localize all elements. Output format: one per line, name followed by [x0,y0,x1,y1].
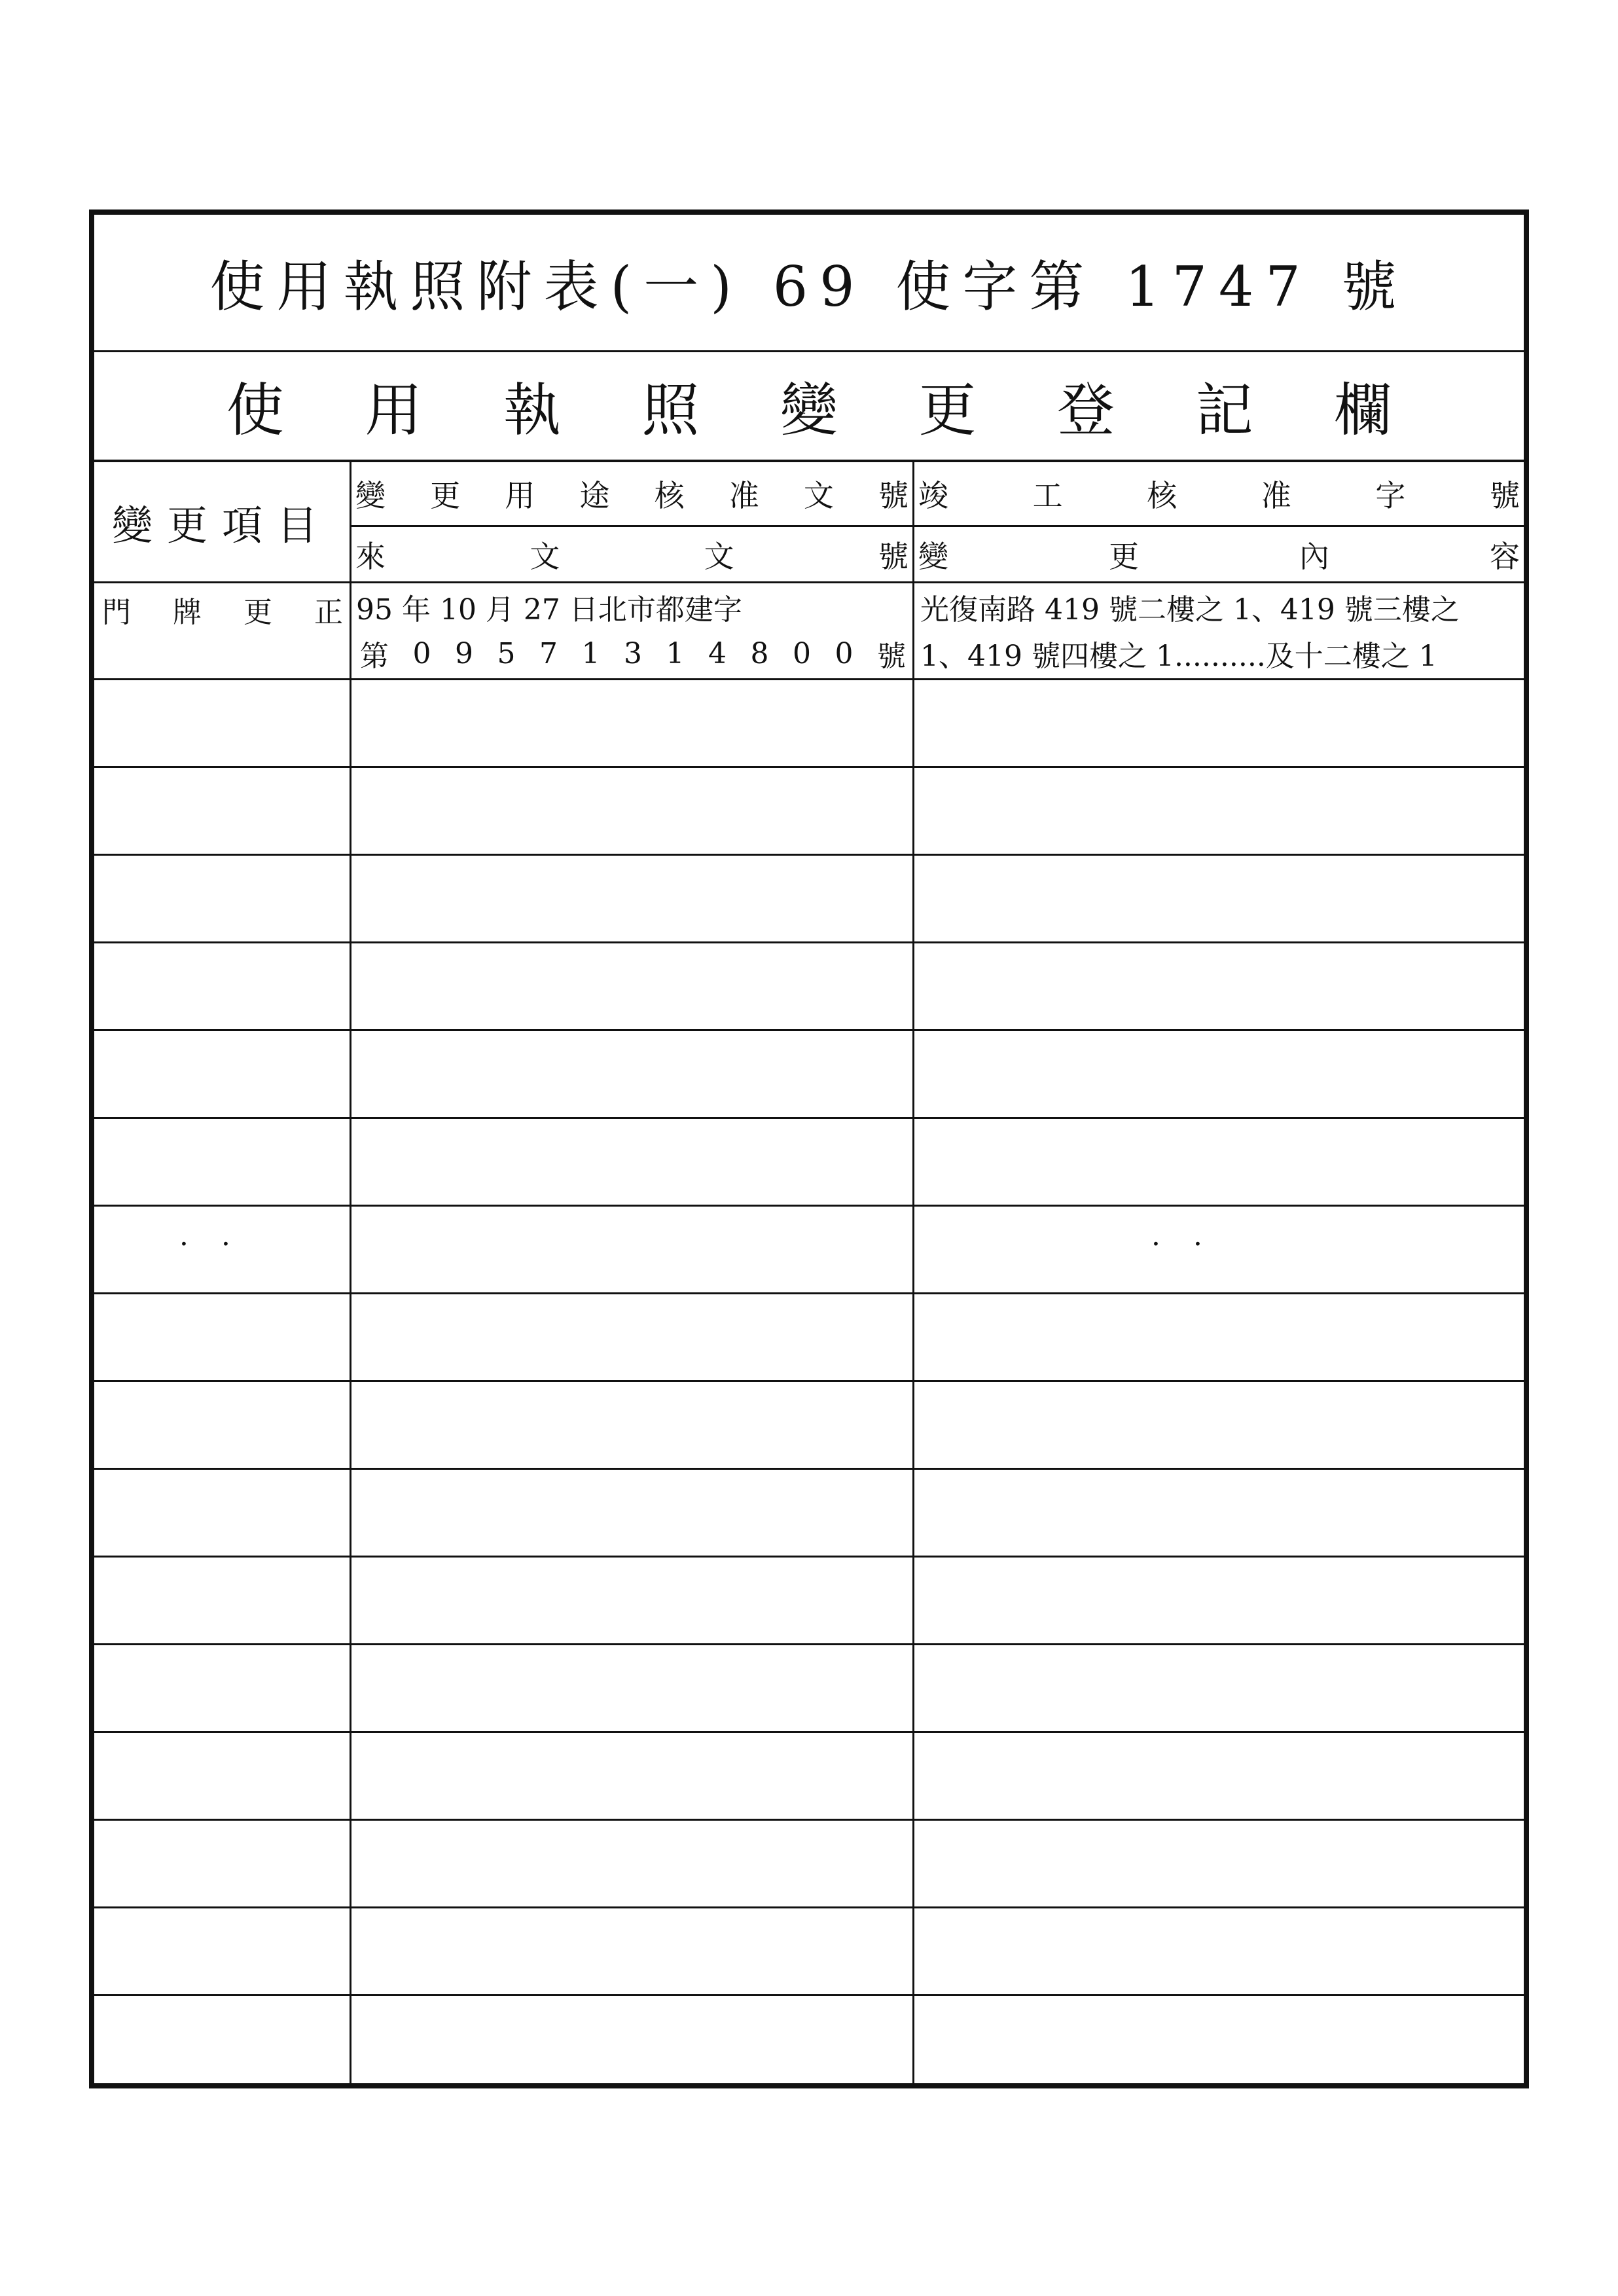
table-row [94,1994,1524,1996]
change-table [94,462,1524,2083]
entry-change-item [98,583,347,630]
header-char: 項 [222,501,278,549]
header-approval-doc-no [351,462,912,525]
entry-char: 第 [360,640,389,673]
header-char: 字 [1375,478,1406,513]
table-row [94,1380,1524,1382]
entry-content-line-1: 光復南路 419 號二樓之 1、419 號三樓之 [920,593,1460,627]
header-char: 更 [166,501,222,549]
header-char: 准 [728,478,759,513]
entry-char: 7 [539,636,558,670]
table-row [94,1906,1524,1908]
subtitle-char: 欄 [1334,376,1392,444]
entry-char: 門 [102,596,131,629]
entry-char: 5 [497,636,516,670]
header-char: 變 [111,501,167,549]
header-char: 號 [878,478,908,513]
header-char: 來 [355,538,386,574]
change-registration-form [89,210,1529,2088]
table-row [94,941,1524,943]
header-char: 准 [1261,478,1291,513]
table-row [94,766,1524,768]
table-row [94,1556,1524,1558]
table-row [94,1117,1524,1119]
entry-char: 更 [243,596,272,629]
subtitle-char: 更 [918,376,977,444]
header-char: 變 [355,478,386,513]
subtitle-char: 執 [503,376,561,444]
header-char: 途 [579,478,610,513]
header-char: 竣 [918,478,948,513]
header-char: 文 [704,538,734,574]
form-title: 使用執照附表(一) 69 使字第 1747 號 [94,215,1524,352]
header-char: 內 [1299,538,1329,574]
header-char: 號 [1489,478,1520,513]
subtitle-char: 記 [1195,376,1253,444]
entry-char: 4 [708,636,727,670]
table-row [94,678,1524,680]
column-divider [912,462,914,2083]
entry-char: 9 [455,636,473,670]
header-change-item [94,462,350,581]
form-subtitle [94,352,1524,462]
table-row [94,1029,1524,1031]
header-incoming-doc-no [351,527,912,581]
table-row [94,1292,1524,1294]
header-char: 目 [277,501,333,549]
header-char: 號 [878,538,908,574]
header-change-content [914,527,1524,581]
row-dots-left: · · [179,1227,242,1261]
entry-char: 正 [314,596,343,629]
row-dots-right: · · [1151,1227,1214,1261]
table-row [94,1819,1524,1821]
entry-char: 0 [835,636,854,670]
header-char: 用 [505,478,535,513]
entry-char: 牌 [173,596,202,629]
table-row [94,1643,1524,1645]
entry-char: 1 [666,636,685,670]
table-row [94,1468,1524,1470]
header-char: 更 [1109,538,1139,574]
entry-char: 0 [793,636,811,670]
entry-doc-line-2 [356,630,910,676]
header-char: 容 [1490,538,1520,574]
subtitle-char: 登 [1057,376,1115,444]
entry-char: 3 [624,636,642,670]
table-row [94,854,1524,856]
entry-char: 0 [412,636,431,670]
header-char: 變 [918,538,948,574]
table-row [94,1731,1524,1733]
entry-char: 1 [581,636,600,670]
subtitle-char: 用 [365,376,423,444]
entry-doc-line-1: 95 年 10 月 27 日北市都建字 [356,593,742,627]
header-completion-permit-no [914,462,1524,525]
column-divider [350,462,351,2083]
entry-content-line-2: 1、419 號四樓之 1..........及十二樓之 1 [920,640,1437,673]
entry-char: 8 [750,636,769,670]
subtitle-char: 使 [226,376,284,444]
header-char: 核 [1147,478,1178,513]
header-char: 文 [803,478,834,513]
table-row [94,1205,1524,1207]
entry-char: 號 [877,640,906,673]
subtitle-char: 照 [641,376,700,444]
header-char: 核 [654,478,685,513]
header-char: 更 [430,478,461,513]
header-char: 工 [1032,478,1063,513]
subtitle-char: 變 [780,376,838,444]
header-char: 文 [530,538,560,574]
